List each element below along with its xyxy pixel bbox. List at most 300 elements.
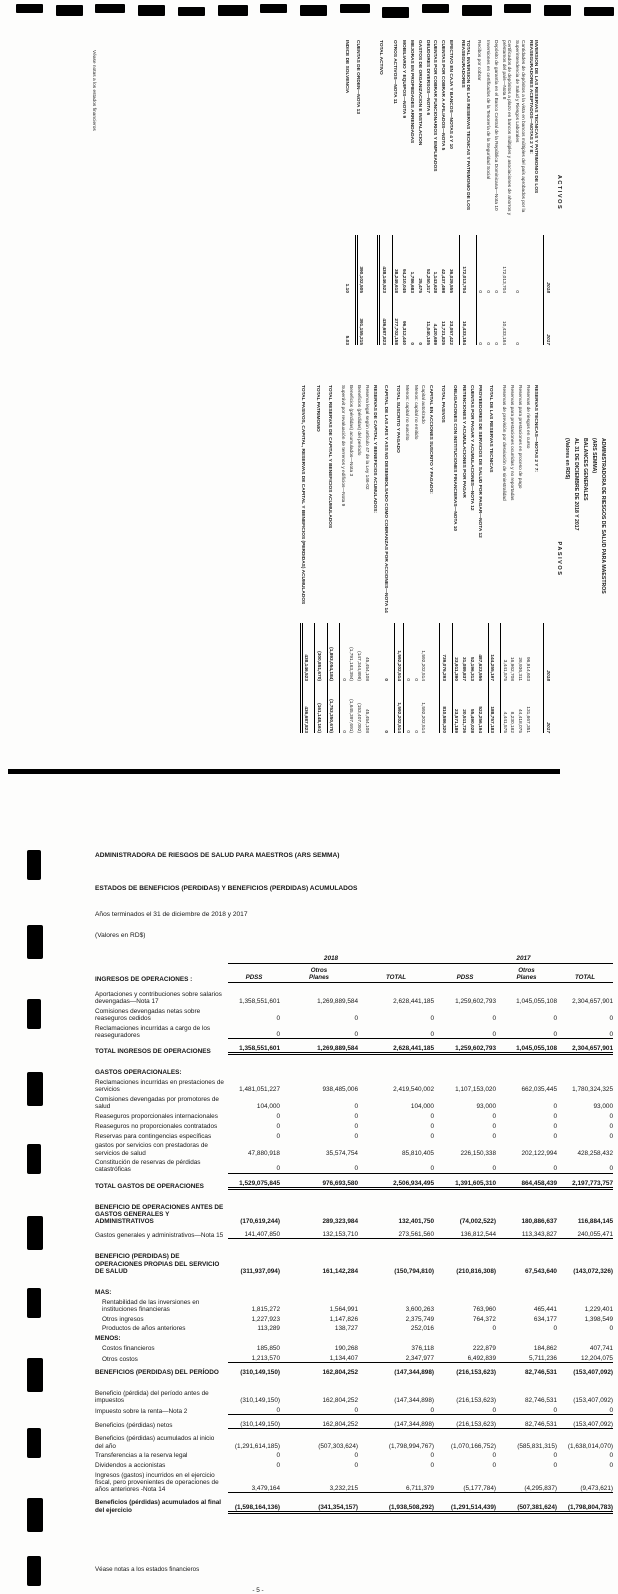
table-row [300, 385, 308, 733]
cell-value: 132,401,750 [398, 1218, 434, 1226]
row-label: TOTAL INVERSION DE LAS RESERVAS TECNICAS Y PATRIMONIO DE LOS REASEGURADORES [459, 40, 470, 211]
cell-value: 1,045,055,108 [516, 998, 557, 1006]
row-label: MEJORAS EN PROPIEDADES ARRENDADAS [408, 40, 414, 144]
table-row [95, 1421, 613, 1429]
cell-value: 0 [493, 342, 499, 345]
cell-value: 1,143,628 [432, 271, 438, 293]
liabilities-year-headers [543, 385, 550, 733]
company-name: ADMINISTRADORA DE RIESGOS DE SALUD PARA MAESTROS (ARS SEMMA) [95, 852, 340, 859]
cell-value: 436,687,823 [300, 681, 308, 733]
assets-table [343, 40, 538, 345]
income-statement-title-block [95, 852, 618, 939]
cell-value: 0 [609, 1325, 613, 1333]
cell-value: 1,592,202,514 [394, 623, 400, 681]
table-row [95, 1069, 613, 1076]
cell-value: 104,000 [256, 1103, 280, 1111]
table-row [95, 1180, 613, 1190]
cell-value: 4,420,689 [432, 323, 438, 345]
cell-value: 0 [354, 1103, 358, 1111]
cell-value: 1,269,889,584 [317, 998, 358, 1006]
cell-value: 0 [553, 1113, 557, 1121]
table-row [95, 1369, 613, 1376]
cell-value: 190,268 [334, 1344, 358, 1352]
cell-value: 0 [383, 730, 389, 733]
table-row [468, 385, 473, 733]
row-label: Reclamaciones incurridas en prestaciones de servicios [95, 1079, 224, 1094]
cell-value: 52,250,317 [424, 268, 430, 293]
cell-value: (1,798,994,767) [388, 1442, 434, 1450]
cell-value: 976,693,580 [280, 1180, 358, 1190]
table-row [95, 1390, 613, 1404]
cell-value: 289,323,984 [322, 1218, 358, 1226]
table-row [95, 1142, 613, 1156]
cell-value: 113,289 [257, 1325, 280, 1333]
cell-value: 0 [280, 1165, 358, 1173]
cell-value: 2,628,441,185 [393, 998, 434, 1006]
cell-value: (310,149,150) [240, 1397, 280, 1405]
table-row [95, 1025, 613, 1039]
table-row [356, 385, 361, 733]
column-header: TOTAL [557, 974, 613, 983]
cell-value: 0 [485, 342, 491, 345]
cell-value: 2,347,977 [358, 1355, 434, 1363]
year-column-label: 2018 [543, 235, 550, 293]
cell-value: 0 [276, 1452, 280, 1460]
row-label: Reservas para prestaciones en proceso de pago [517, 385, 523, 489]
table-row [364, 385, 369, 733]
year-group-label: 2018 [228, 955, 434, 964]
row-label: TOTAL SUSCRITO Y PAGADO [394, 385, 400, 453]
table-row [95, 1452, 613, 1459]
table-row [327, 385, 333, 733]
cell-value: 1,780,324,325 [572, 1086, 613, 1094]
table-row [95, 1355, 613, 1363]
cell-value: 0 [609, 1122, 613, 1130]
cell-value: 36,029,555 [448, 268, 454, 293]
page-number: - 5 - [252, 1586, 264, 1594]
cell-value: 0 [339, 623, 345, 681]
table-row [493, 40, 498, 345]
cell-value: (74,002,522) [459, 1218, 496, 1226]
cell-value: (1,638,014,070) [567, 1442, 613, 1450]
cell-value: 0 [416, 342, 422, 345]
row-label: RESERVAS DE CAPITAL Y BENEFICIOS ACUMULADOS: [372, 385, 377, 514]
cell-value: 0 [496, 1031, 557, 1039]
income-statement-page [0, 782, 618, 1594]
cell-value: 3,479,164 [228, 1485, 280, 1493]
row-label: TOTAL PASIVOS, CAPITAL, RESERVAS DE CAPITAL Y BENEFICIOS (PERDIDAS) ACUMULADOS [300, 385, 306, 605]
cell-value: 172,013,704 [500, 266, 506, 293]
cell-value: 0 [476, 235, 482, 293]
cell-value: 0 [492, 1113, 496, 1121]
cell-value: (9,473,621) [557, 1485, 613, 1493]
row-label: TOTAL DE LAS RESERVAS TECNICAS [488, 385, 494, 473]
cell-value: (1,645,397,691) [348, 699, 354, 733]
cell-value: 131,667,351 [525, 706, 531, 733]
liabilities-header: PASIVOS [556, 541, 562, 577]
table-row [95, 1231, 613, 1239]
cell-value: (507,381,624) [496, 1504, 557, 1514]
table-row [95, 1159, 613, 1173]
cell-value: 0 [354, 1462, 358, 1470]
cell-value: (153,407,092) [557, 1421, 613, 1429]
row-label: RETENCIONES Y ACUMULACIONES POR PAGAR [461, 385, 467, 498]
row-label: CUENTAS DE ORDEN—NOTA 13 [355, 40, 361, 115]
cell-value: 1,213,570 [228, 1355, 280, 1363]
row-label: TOTAL GASTOS DE OPERACIONES [95, 1182, 204, 1190]
cell-value: 1,269,889,584 [280, 1045, 358, 1055]
cell-value: 1,592,202,514 [420, 650, 426, 681]
cell-value: 45,454,108 [364, 656, 370, 681]
row-label: TOTAL RESERVAS DE CAPITAL Y BENEFICIOS ACUMULADOS [327, 385, 333, 529]
row-label: GASTOS DE ORGANIZACION E INSTALACION [416, 40, 422, 146]
cell-value: 0 [358, 1407, 434, 1415]
cell-value: 31,089,837 [461, 656, 467, 681]
cell-value: (161,148,161) [314, 681, 320, 733]
cell-value: 0 [557, 1165, 613, 1173]
table-row [95, 1113, 613, 1120]
table-row [377, 40, 385, 345]
cell-value: 0 [492, 1325, 496, 1333]
cell-value: 1,259,602,793 [455, 998, 496, 1006]
cell-value: 12,204,075 [557, 1355, 613, 1363]
cell-value: 0 [430, 1113, 434, 1121]
cell-value: 0 [514, 290, 520, 293]
table-row [95, 1079, 613, 1093]
statement-title: BALANCES GENERALES [581, 438, 588, 501]
cell-value: 0 [434, 1165, 496, 1173]
cell-value: 96,312,440 [401, 320, 406, 345]
row-label: Beneficios (pérdidas) acumulados—Nota 3 [348, 385, 354, 477]
section-header: INGRESOS DE OPERACIONES : [95, 976, 193, 983]
row-label: Beneficios (pérdidas) acumulados al final del ejercicio [95, 1499, 222, 1514]
table-row [339, 385, 345, 733]
row-label: Productos de años anteriores [102, 1325, 186, 1333]
cell-value: 0 [553, 1462, 557, 1470]
row-label: Superávit por revaluación de terrenos y edificios—Nota 9 [339, 385, 345, 507]
row-label: Comisiones devengadas por promotores de salud [95, 1096, 219, 1111]
row-label: OTROS ACTIVOS—NOTA 11 [392, 40, 398, 104]
row-label: Reserva legal según artículo 47 de la Ley 146-02 [364, 385, 370, 490]
cell-value: 0 [553, 1452, 557, 1460]
cell-value: 0 [434, 1031, 496, 1039]
cell-value: 1,592,202,514 [394, 681, 400, 733]
cell-value: 0 [354, 1113, 358, 1121]
cell-value: (507,303,624) [318, 1442, 358, 1450]
cell-value: 0 [276, 1113, 280, 1121]
cell-value: (1,893,054,184) [327, 623, 333, 681]
cell-value: 0 [553, 1122, 557, 1130]
cell-value: (216,153,623) [456, 1397, 496, 1405]
row-label: DEUDORES DIVERSOS—NOTA 6 [424, 40, 430, 116]
cell-value: 3,232,215 [280, 1485, 358, 1493]
cell-value: 764,372 [472, 1315, 496, 1323]
table-row [488, 385, 494, 733]
cell-value: 0 [492, 1452, 496, 1460]
cell-value: 16,962,708 [509, 656, 515, 681]
cell-value: (1,938,508,292) [358, 1504, 434, 1514]
cell-value: 0 [609, 1113, 613, 1121]
cell-value: 436,687,823 [377, 293, 385, 345]
cell-value: 763,960 [472, 1305, 496, 1313]
row-label: Ingresos (gastos) incurridos en el ejercicio fiscal, pero provenientes de operaciones de años anteriores -Nota 14 [95, 1471, 219, 1494]
cell-value: 23,911,390 [452, 623, 458, 681]
statement-date: AL 31 DE DICIEMBRE DE 2018 Y 2017 [572, 438, 579, 531]
row-label: Transferencias a la reserva legal [95, 1452, 188, 1460]
cell-value: 487,623,556 [476, 654, 482, 681]
cell-value: 67,543,640 [525, 1267, 557, 1275]
footnote: Véase notas a los estados financieros [95, 1565, 200, 1573]
table-row [424, 40, 429, 345]
cell-value: 810,586,320 [439, 681, 445, 733]
cell-value: 438,146,523 [300, 623, 308, 681]
table-row [420, 385, 425, 733]
cell-value: (4,295,837) [496, 1485, 557, 1493]
row-label: BENEFICIO DE OPERACIONES ANTES DE GASTOS GENERALES Y ADMINISTRATIVOS [95, 1203, 224, 1226]
cell-value: (1,291,614,185) [234, 1442, 280, 1450]
cell-value: (1,291,514,439) [434, 1504, 496, 1514]
cell-value: 1,134,407 [280, 1355, 358, 1363]
cell-value: 55,490,028 [468, 708, 474, 733]
table-row [95, 1345, 613, 1352]
cell-value: 739,076,293 [439, 623, 445, 681]
row-label: EFECTIVO EN CAJA Y BANCOS—NOTAS 4 Y 10 [448, 40, 454, 149]
cell-value: 20,511,726 [461, 709, 467, 733]
row-label: Reservas para prestaciones ocurridas y no reportadas [509, 385, 515, 501]
company-name: ADMINISTRADORA DE RIESGOS DE SALUD PARA MAESTROS [600, 438, 606, 594]
cell-value: (147,344,898) [394, 1368, 434, 1376]
footnote: Véase notas a los estados financieros [91, 50, 96, 131]
cell-value: 634,177 [533, 1315, 557, 1323]
cell-value: 0 [358, 1031, 434, 1039]
cell-value: 0 [492, 1462, 496, 1470]
cell-value: 144,255,197 [488, 623, 494, 681]
cell-value: 240,055,471 [557, 1231, 613, 1239]
cell-value: 11,040,105 [424, 321, 430, 345]
row-label: BENEFICIOS (PERDIDAS) DEL PERÍODO [95, 1368, 219, 1376]
table-row [95, 1462, 613, 1469]
cell-value: 26,936,311 [517, 657, 523, 681]
row-label: Reservas para contingencias específicas [95, 1132, 212, 1140]
cell-value: 0 [228, 1407, 280, 1415]
row-label: Capital autorizado [420, 385, 426, 424]
table-row [440, 40, 445, 345]
table-row [476, 385, 481, 733]
liabilities-table [300, 385, 538, 733]
cell-value: 172,013,704 [459, 235, 465, 293]
row-label: TOTAL PASIVOS [439, 385, 445, 423]
cell-value: 0 [354, 1122, 358, 1130]
cell-value: 0 [403, 623, 409, 681]
row-label: Beneficios (pérdidas) netos [95, 1422, 173, 1430]
table-row [448, 40, 453, 345]
table-row [95, 1472, 613, 1494]
cell-value: 0 [280, 1407, 358, 1415]
row-label: Menos: capital no suscrito [403, 385, 409, 441]
cell-value: 0 [280, 1031, 358, 1039]
cell-value: 0 [276, 1122, 280, 1130]
cell-value: 0 [514, 342, 520, 345]
cell-value: 141,407,850 [228, 1231, 280, 1239]
cell-value: 35,574,754 [326, 1149, 358, 1157]
table-row [314, 385, 320, 733]
cell-value: 94,210,045 [401, 268, 406, 293]
cell-value: 1,481,051,227 [239, 1086, 280, 1094]
table-row [514, 40, 525, 345]
cell-value: 0 [609, 1015, 613, 1023]
cell-value: 10,433,184 [500, 320, 506, 345]
cell-value: 0 [276, 1132, 280, 1140]
row-label: PROVEEDORES DE SERVICIOS DE SALUD POR PAGAR—NOTA 12 [476, 385, 482, 538]
cell-value: 1,815,272 [251, 1305, 280, 1313]
cell-value: (216,153,623) [456, 1368, 496, 1376]
row-label: MENOS: [95, 1335, 121, 1343]
table-row [509, 385, 514, 733]
statement-period: Años terminados el 31 de diciembre de 2018 y 2017 [95, 911, 248, 918]
cell-value: (5,177,784) [434, 1485, 496, 1493]
cell-value: 0 [609, 1132, 613, 1140]
table-row [95, 1045, 613, 1055]
cell-value: 45,454,108 [364, 708, 370, 733]
cell-value: 2,419,540,002 [393, 1086, 434, 1094]
row-label: Recibos por cobrar [476, 40, 482, 81]
table-row [461, 385, 466, 733]
assets-year-headers [543, 40, 550, 345]
cell-value: 0 [553, 1015, 557, 1023]
cell-value: 132,153,710 [280, 1231, 358, 1239]
cell-value: 0 [493, 290, 499, 293]
cell-value: 864,458,439 [496, 1180, 557, 1190]
cell-value: (1,798,804,783) [557, 1504, 613, 1514]
table-row [95, 1316, 613, 1323]
cell-value: 5.03 [343, 335, 349, 345]
column-subheader: Otros [310, 967, 328, 974]
cell-value: 52,196,313 [468, 656, 474, 681]
cell-value: 6,711,379 [358, 1485, 434, 1493]
row-label: Otros ingresos [102, 1315, 144, 1323]
column-subheader: Otros [518, 967, 535, 974]
cell-value: 1,227,923 [251, 1315, 280, 1323]
table-row [95, 1299, 613, 1313]
row-label: CUENTAS POR PAGAR Y ACUMULACIONES—NOTA 12 [468, 385, 474, 511]
cell-value: 662,035,445 [521, 1086, 557, 1094]
cell-value: (300,851,670) [314, 623, 320, 681]
cell-value: 2,304,657,901 [557, 1045, 613, 1055]
cell-value: 5,711,236 [496, 1355, 557, 1363]
table-row [95, 1096, 613, 1110]
cell-value: 0 [492, 1122, 496, 1130]
cell-value: 0 [430, 1122, 434, 1130]
cell-value: 162,804,252 [280, 1421, 358, 1429]
row-label: Aportaciones y contribuciones sobre salarios devengadas—Nota 17 [95, 991, 222, 1006]
cell-value: 438,146,523 [377, 235, 385, 293]
column-header: TOTAL [358, 974, 434, 983]
row-label: CUENTAS POR COBRAR FUNCIONARIOS Y EMPLEADOS [432, 40, 438, 172]
column-header: PDSS [434, 974, 496, 983]
column-header: PDSS [228, 974, 280, 983]
row-label: GASTOS OPERACIONALES: [95, 1069, 182, 1077]
row-label: CUENTAS POR COBRAR A AFILIADOS—NOTA 5 [440, 40, 446, 151]
table-row [428, 385, 433, 733]
row-label: Beneficios (pérdidas) acumulados al inicio del año [95, 1435, 215, 1450]
row-label: Impuesto sobre la renta—Nota 2 [95, 1408, 188, 1416]
cell-value: 47,880,918 [248, 1149, 280, 1157]
cell-value: 202,122,994 [521, 1149, 557, 1157]
row-label: Beneficio (pérdida) del período antes de impuestos [95, 1390, 209, 1405]
row-label: Menos: capital no emitido [412, 385, 418, 440]
cell-value: 180,886,637 [521, 1218, 557, 1226]
table-row [452, 385, 458, 733]
balance-sheet-page [20, 0, 618, 770]
cell-value: 42,437,498 [440, 268, 446, 293]
cell-value: 1,147,826 [329, 1315, 358, 1323]
cell-value: 25,475 [416, 278, 422, 293]
cell-value: 0 [412, 678, 418, 681]
cell-value: (1,753,350,675) [327, 681, 333, 733]
cell-value: 0 [434, 1407, 496, 1415]
cell-value: (310,149,150) [228, 1421, 280, 1429]
cell-value: 2,304,657,901 [572, 998, 613, 1006]
cell-value: 391,155,215 [355, 293, 363, 345]
cell-value: (153,407,092) [573, 1368, 613, 1376]
cell-value: 0 [553, 1132, 557, 1140]
cell-value: 0 [354, 1452, 358, 1460]
column-header: Planes [496, 974, 557, 983]
column-header: Planes [280, 974, 358, 983]
cell-value: 0 [358, 1165, 434, 1173]
table-row [439, 385, 445, 733]
row-label: Depósito de garantía en el Banco Central de la República Dominicana—Nota 10 [493, 40, 499, 211]
cell-value: 0 [408, 342, 414, 345]
cell-value: 3,600,263 [405, 1305, 434, 1313]
cell-value: 0 [403, 681, 409, 733]
cell-value: 0 [492, 1015, 496, 1023]
table-row [95, 1133, 613, 1140]
cell-value: (147,344,898) [358, 1421, 434, 1429]
cell-value: 0 [339, 681, 345, 733]
cell-value: 2,506,934,495 [358, 1180, 434, 1190]
cell-value: 82,746,531 [525, 1368, 557, 1376]
cell-value: 0 [496, 1165, 557, 1173]
cell-value: 44,418,075 [517, 708, 523, 733]
cell-value: 82,746,531 [525, 1397, 557, 1405]
cell-value: (310,149,150) [240, 1368, 280, 1376]
cell-value: (147,344,898) [356, 651, 362, 681]
cell-value: 0 [557, 1031, 613, 1039]
cell-value: 0 [609, 1452, 613, 1460]
cell-value: (341,354,157) [280, 1504, 358, 1514]
table-row [501, 40, 512, 345]
table-row [416, 40, 421, 345]
cell-value: 8,230,182 [509, 711, 515, 733]
cell-value: 1,259,602,793 [434, 1045, 496, 1055]
page-divider [8, 769, 560, 774]
row-label: INDICE DE SOLVENCIA [343, 40, 349, 94]
table-row [500, 385, 506, 733]
cell-value: 23,057,422 [448, 320, 454, 345]
row-label: Reservas de riesgos en curso [525, 385, 531, 449]
column-headers [95, 974, 613, 983]
cell-value: 0 [557, 1407, 613, 1415]
cell-value: 1,592,202,514 [420, 702, 426, 733]
cell-value: (150,794,810) [394, 1267, 434, 1275]
cell-value: 0 [276, 1462, 280, 1470]
cell-value: (143,072,326) [573, 1267, 613, 1275]
cell-value: 1,529,075,845 [228, 1180, 280, 1190]
cell-value: 0 [228, 1031, 280, 1039]
table-row [95, 1008, 613, 1022]
row-label: gastos por servicios con prestadoras de servicios de salud [95, 1142, 208, 1157]
